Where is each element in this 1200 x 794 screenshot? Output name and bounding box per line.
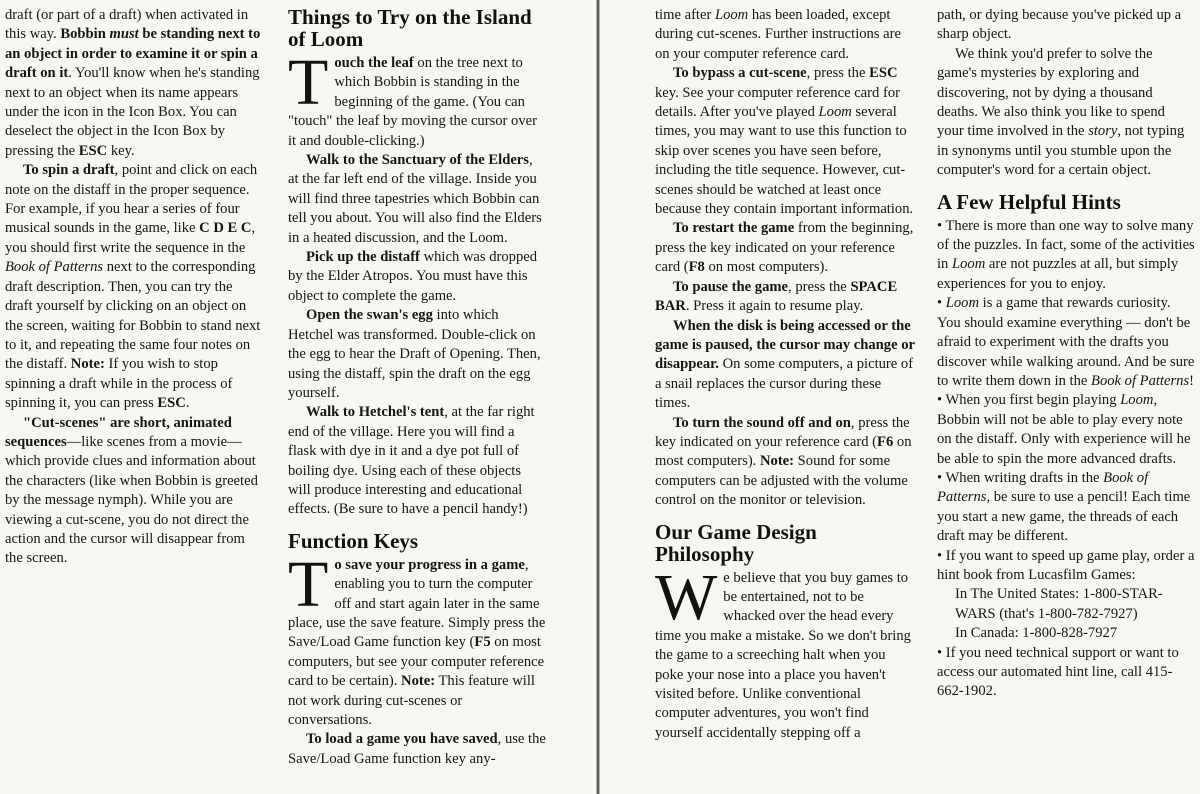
hint-item: • If you want to speed up game play, order a hint book from Lucasfilm Games: (937, 547, 1195, 583)
heading-design-philosophy: Our Game Design Philosophy (655, 519, 817, 566)
heading-helpful-hints: A Few Helpful Hints (937, 189, 1121, 214)
paragraph-load-continued: time after Loom has been loaded, except during cut-scenes. Further instructions are on your computer reference card. (655, 7, 901, 62)
drop-cap: W (655, 560, 718, 634)
paragraph-bypass-cut-scene: To bypass a cut-scene, press the ESC key. See your computer reference card for details. After you've played Loom several times, you may want to use this function to skip over scenes you have seen before, including the title sequence. However, cut-scenes should be watched at least once because they contain important information. (655, 65, 914, 218)
column-4 (937, 6, 1195, 702)
paragraph-examine-object: draft (or part of a draft) when activated in this way. Bobbin must be standing next to an object in order to examine it or spin a draft on it. You'll know when he's standing next to an object when its name appears under the icon in the Icon Box. You can deselect the object in the Icon Box by pressing the ESC key. (5, 7, 261, 159)
paragraph-load-game: To load a game you have saved, use the Save/Load Game function key any- (288, 731, 546, 767)
phone-canada: In Canada: 1-800-828-7927 (955, 625, 1118, 642)
column-3 (655, 6, 915, 743)
paragraph-restart: To restart the game from the beginning, press the key indicated on your reference card (F8 on most computers). (655, 220, 914, 276)
hint-item: • When you first begin playing Loom, Bobbin will not be able to play every note on the distaff. Only with experience will he be able to spin the more advanced drafts. (937, 392, 1191, 467)
paragraph-path-continued: path, or dying because you've picked up a sharp object. (937, 7, 1182, 43)
hint-item: • When writing drafts in the Book of Patterns, be sure to use a pencil! Each time you start a new game, the threads of each draft may be different. (937, 469, 1191, 545)
paragraph-touch-leaf: Touch the leaf on the tree next to which Bobbin is standing in the beginning of the game. (You can "touch" the leaf by moving the cursor over it and double-clicking.) (288, 46, 537, 149)
paragraph-philosophy: We believe that you buy games to be entertained, not to be whacked over the head every time you make a mistake. So we don't bring the game to a screeching halt when you poke your nose into a place you haven't visited before. Unlike conventional computer adventures, you won't find yourself accidentally stepping off a (655, 560, 911, 741)
column-2 (288, 6, 546, 769)
paragraph-pause: To pause the game, press the SPACE BAR. Press it again to resume play. (655, 278, 898, 315)
book-spine (596, 0, 600, 794)
column-1 (5, 6, 263, 569)
paragraph-cut-scenes: "Cut-scenes" are short, animated sequences—like scenes from a movie—which provide clues and information about the characters (like when Bobbin is greeted by the message nymph). While you are viewing a cut-scene, you do not direct the action and the cursor will disappear from the screen. (5, 414, 258, 567)
heading-things-to-try: Things to Try on the Island of Loom (288, 5, 532, 51)
paragraph-disk-access: When the disk is being accessed or the game is paused, the cursor may change or disappear. On some computers, a picture of a snail replaces the cursor during these times. (655, 317, 915, 412)
paragraph-spin-draft: To spin a draft, point and click on each note on the distaff in the proper sequence. For example, if you hear a series of four musical sounds in the game, like C D E C, you should first write the sequence in the Book of Patterns next to the corresponding draft description. Then, you can try the draft yourself by clicking on an object on the screen, waiting for Bobbin to stand next to it, and repeating the same four notes on the distaff. Note: If you wish to stop spinning a draft while in the process of spinning it, you can press ESC. (5, 162, 261, 412)
paragraph-sanctuary: Walk to the Sanctuary of the Elders, at the far left end of the village. Inside you will find three tapestries which Bobbin can tell you about. You will also find the Elders in a heated discussion, and the Loom. (288, 152, 542, 246)
paragraph-hetchel-tent: Walk to Hetchel's tent, at the far right end of the village. Here you will find a flask with dye in it and a dye pot full of boiling dye. Using each of these objects will produce interesting and educational effects. (Be sure to have a pencil handy!) (288, 404, 535, 518)
hint-item: • If you need technical support or want to access our automated hint line, call 415-662-1902. (937, 644, 1179, 700)
hint-item: • Loom is a game that rewards curiosity. You should examine everything — don't be afraid to experiment with the drafts you discover while walking around. And be sure to write them down in the Book of Patterns! (937, 295, 1195, 389)
phone-us: In The United States: 1-800-STAR-WARS (that's 1-800-782-7927) (955, 586, 1163, 622)
paragraph-distaff: Pick up the distaff which was dropped by the Elder Atropos. You must have this object to complete the game. (288, 249, 538, 304)
drop-cap: T (288, 46, 329, 119)
heading-function-keys: Function Keys (288, 528, 419, 553)
paragraph-save-progress: To save your progress in a game, enabling you to turn the computer off and start again later in the same place, use the save feature. Simply press the Save/Load Game function key (F5 on most computers, but see your computer reference card to be certain). Note: This feature will not work during cut-scenes or conversations. (288, 547, 546, 728)
paragraph-swan-egg: Open the swan's egg into which Hetchel was transformed. Double-click on the egg to hear the Draft of Opening. Then, using the distaff, spin the draft on the egg yourself. (288, 307, 541, 401)
paragraph-sound: To turn the sound off and on, press the key indicated on your reference card (F6 on most computers). Note: Sound for some computers can be adjusted with the volume control on the monitor or television. (655, 414, 912, 509)
paragraph-mysteries: We think you'd prefer to solve the game's mysteries by exploring and discovering, not by dying a thousand deaths. We also think you like to spend your time involved in the story, not typing in synonyms until you stumble upon the computer's word for a certain object. (937, 45, 1185, 179)
drop-cap: T (288, 547, 329, 621)
hint-item: • There is more than one way to solve many of the puzzles. In fact, some of the activities in Loom are not puzzles at all, but simply experiences for you to enjoy. (937, 217, 1195, 292)
